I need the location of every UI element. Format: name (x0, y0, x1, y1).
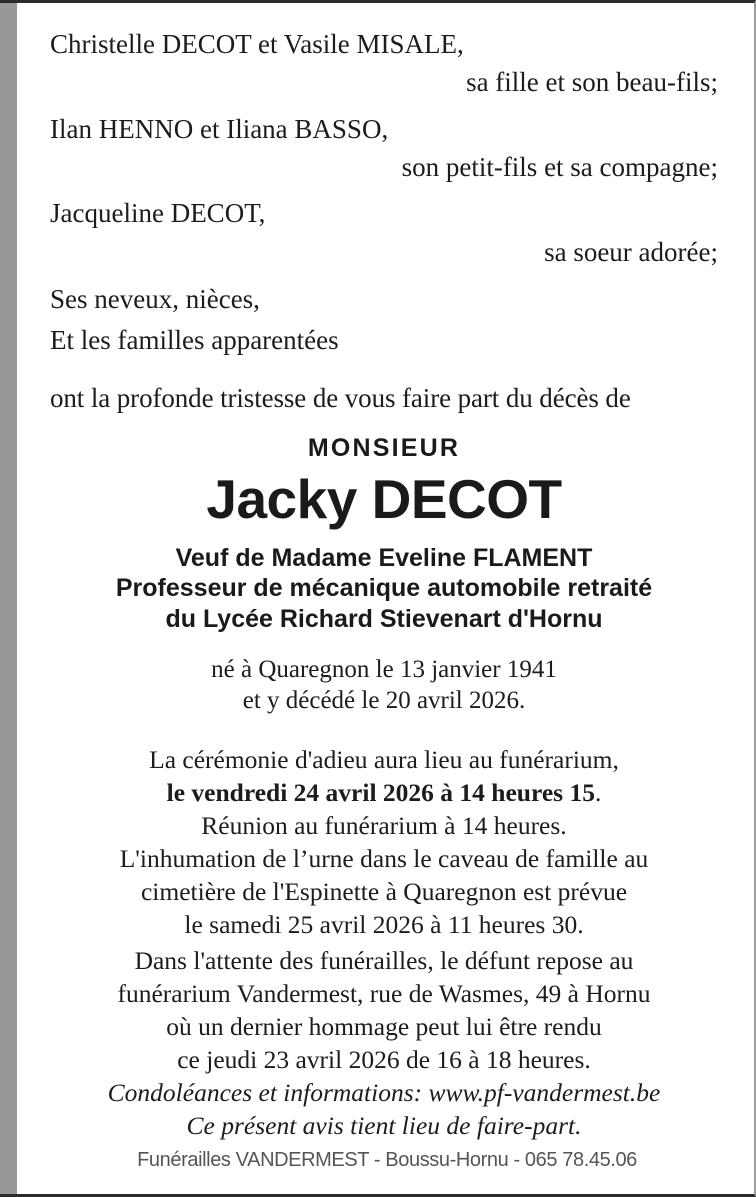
relative-role: sa soeur adorée; (544, 236, 718, 267)
deceased-subtitles (50, 543, 718, 635)
birth-line: né à Quaregnon le 13 janvier 1941 (211, 656, 557, 684)
subtitle-line: du Lycée Richard Stievenart d'Hornu (165, 604, 603, 633)
left-gutter-band (0, 3, 17, 1194)
relative-role: son petit-fils et sa compagne; (401, 151, 718, 182)
deceased-name: Jacky DECOT (206, 468, 562, 531)
repose-line: funérarium Vandermest, rue de Wasmes, 49 à Hornu (117, 978, 651, 1008)
notice-content (20, 3, 754, 1194)
ceremony-line: cimetière de l'Espinette à Quaregnon est prévue (140, 877, 628, 907)
relative-names: Jacqueline DECOT, (50, 198, 266, 229)
relative-names: Christelle DECOT et Vasile MISALE, (50, 29, 464, 59)
funeral-home-footer: Funérailles VANDERMEST - Boussu-Hornu - 065 78.45.06 (137, 1149, 637, 1171)
announcement-intro: ont la profonde tristesse de vous faire part du décès de (50, 383, 631, 414)
subtitle-line: Veuf de Madame Eveline FLAMENT (175, 543, 593, 572)
relative-names: Ilan HENNO et Iliana BASSO, (50, 113, 389, 144)
life-dates (50, 654, 718, 717)
ceremony-line: L'inhumation de l’urne dans le caveau de famille au (119, 844, 649, 874)
additional-relatives: Et les familles apparentées (50, 325, 339, 355)
repose-details (50, 944, 718, 1143)
ceremony-datetime-period: . (594, 777, 602, 807)
condolences-line: Condoléances et informations: www.pf-vandermest.be (107, 1078, 661, 1108)
additional-relatives: Ses neveux, nièces, (50, 283, 260, 314)
relative-role: sa fille et son beau-fils; (466, 67, 718, 98)
relations-block (50, 3, 718, 361)
ceremony-line: Réunion au funérarium à 14 heures. (201, 811, 567, 840)
ceremony-line: La cérémonie d'adieu aura lieu au funérarium, (149, 744, 619, 774)
subtitle-line: Professeur de mécanique automobile retraité (115, 574, 653, 603)
repose-line: ce jeudi 23 avril 2026 de 16 à 18 heures. (177, 1044, 591, 1074)
ceremony-details (50, 743, 718, 942)
repose-line: où un dernier hommage peut lui être rendu (166, 1011, 602, 1041)
ceremony-datetime-line (50, 776, 718, 809)
honorific-title: MONSIEUR (307, 434, 461, 463)
repose-line: Dans l'attente des funérailles, le défunt repose au (134, 945, 634, 975)
ceremony-datetime: le vendredi 24 avril 2026 à 14 heures 15 (166, 777, 595, 807)
ceremony-line: le samedi 25 avril 2026 à 11 heures 30. (184, 910, 584, 940)
faire-part-line: Ce présent avis tient lieu de faire-part. (186, 1111, 582, 1141)
death-line: et y décédé le 20 avril 2026. (242, 687, 526, 715)
